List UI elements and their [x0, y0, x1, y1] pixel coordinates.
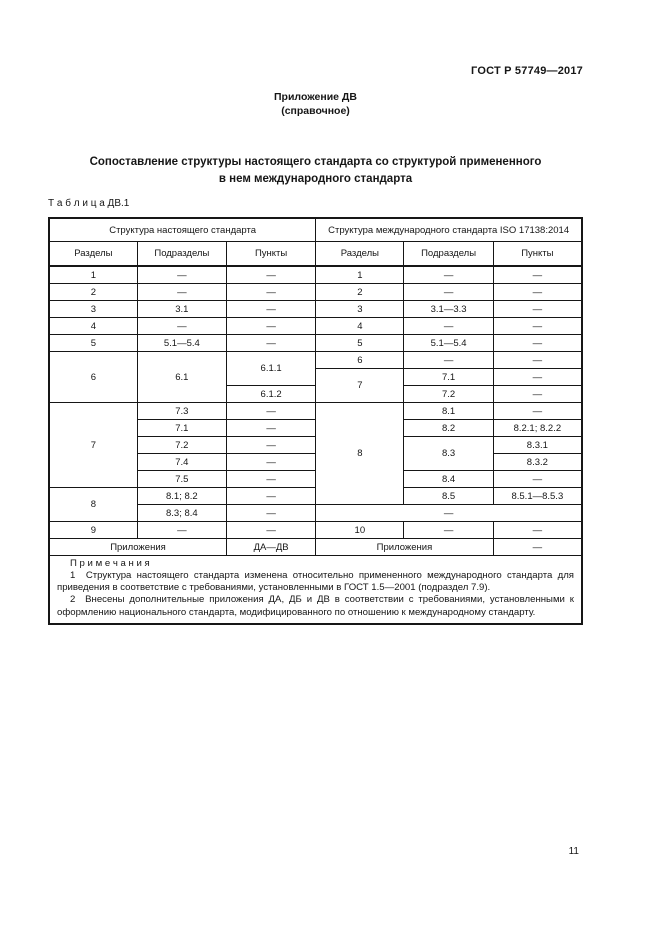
table-cell: 3.1—3.3 — [404, 301, 493, 318]
table-row — [49, 352, 582, 369]
table-cell: 4 — [316, 318, 404, 335]
standard-designation: ГОСТ Р 57749—2017 — [471, 65, 583, 77]
table-cell: 3.1 — [137, 301, 226, 318]
table-cell: — — [226, 454, 315, 471]
table-cell: 3 — [316, 301, 404, 318]
table-cell: — — [493, 318, 582, 335]
appendix-subtitle: (справочное) — [281, 105, 350, 117]
table-cell: — — [493, 266, 582, 284]
table-cell: 1 — [49, 266, 137, 284]
table-cell: 6.1 — [137, 352, 226, 403]
table-cell: 7.3 — [137, 403, 226, 420]
table-cell: — — [404, 284, 493, 301]
table-cell: 6 — [49, 352, 137, 403]
table-body — [49, 266, 582, 556]
table-cell: 5.1—5.4 — [137, 335, 226, 352]
table-cell: 2 — [316, 284, 404, 301]
table-cell: — — [404, 522, 493, 539]
table-cell: 8.2.1; 8.2.2 — [493, 420, 582, 437]
table-cell: 7.5 — [137, 471, 226, 488]
column-header: Разделы — [316, 242, 404, 267]
appendix-title: Приложение ДВ — [274, 91, 357, 103]
table-cell: — — [137, 284, 226, 301]
column-header: Подразделы — [137, 242, 226, 267]
table-cell: 8 — [49, 488, 137, 522]
table-cell: 7.2 — [137, 437, 226, 454]
table-cell: — — [493, 284, 582, 301]
table-cell: — — [316, 505, 582, 522]
column-header: Пункты — [493, 242, 582, 267]
table-cell: — — [493, 471, 582, 488]
table-row — [49, 522, 582, 539]
table-cell: 8.1; 8.2 — [137, 488, 226, 505]
table-cell: Приложения — [316, 539, 493, 556]
table-notes — [49, 556, 582, 624]
table-cell: 8.3.2 — [493, 454, 582, 471]
table-cell: — — [137, 522, 226, 539]
note-item-2: 2 Внесены дополнительные приложения ДА, ДБ и ДВ в соответствии с требованиями, установленными к оформлению национального стандарта, модифицированного по отношению к международному стандарту. — [57, 594, 574, 618]
table-cell: — — [493, 335, 582, 352]
group-header-row — [49, 218, 582, 242]
table-row — [49, 284, 582, 301]
table-cell: — — [226, 505, 315, 522]
table-cell: 5 — [49, 335, 137, 352]
table-cell: — — [493, 301, 582, 318]
table-cell: — — [493, 386, 582, 403]
table-cell: 5 — [316, 335, 404, 352]
table-cell: 10 — [316, 522, 404, 539]
table-cell: — — [226, 301, 315, 318]
page-title-line2: в нем международного стандарта — [218, 173, 413, 185]
table-cell: 4 — [49, 318, 137, 335]
table-cell: — — [226, 403, 315, 420]
table-cell: — — [226, 420, 315, 437]
table-row — [49, 539, 582, 556]
table-caption: Т а б л и ц а ДВ.1 — [48, 198, 130, 209]
table-cell: 7 — [49, 403, 137, 488]
group-header-international: Структура международного стандарта ISO 17138:2014 — [316, 218, 582, 242]
table-cell: — — [226, 522, 315, 539]
comparison-table — [48, 217, 583, 625]
page-title-line1: Сопоставление структуры настоящего стандарта со структурой примененного — [89, 156, 542, 168]
table-cell: — — [226, 284, 315, 301]
table-cell: — — [226, 437, 315, 454]
table-cell: — — [493, 522, 582, 539]
page-number: 11 — [568, 846, 579, 857]
table-cell: — — [404, 352, 493, 369]
table-footer — [49, 556, 582, 624]
table-cell: 7 — [316, 369, 404, 403]
column-header: Разделы — [49, 242, 137, 267]
column-header-row — [49, 242, 582, 267]
table-cell: 7.2 — [404, 386, 493, 403]
column-header: Подразделы — [404, 242, 493, 267]
table-cell: — — [226, 266, 315, 284]
group-header-national: Структура настоящего стандарта — [49, 218, 316, 242]
table-cell: 5.1—5.4 — [404, 335, 493, 352]
table-cell: 2 — [49, 284, 137, 301]
table-cell: 3 — [49, 301, 137, 318]
table-cell: — — [137, 318, 226, 335]
table-cell: 8.2 — [404, 420, 493, 437]
appendix-heading — [48, 90, 583, 118]
note-item-1: 1 Структура настоящего стандарта изменена относительно примененного международного стандарта для приведения в соответствие с требованиями, установленными в ГОСТ 1.5—2001 (подраздел 7.9). — [57, 570, 574, 594]
table-row — [49, 335, 582, 352]
table-cell: 8.3; 8.4 — [137, 505, 226, 522]
table-row — [49, 266, 582, 284]
table-cell: 6.1.1 — [226, 352, 315, 386]
table-cell: — — [404, 266, 493, 284]
table-cell: 6 — [316, 352, 404, 369]
table-cell: Приложения — [49, 539, 226, 556]
table-cell: — — [226, 488, 315, 505]
table-cell: — — [137, 266, 226, 284]
table-cell: ДА—ДВ — [226, 539, 315, 556]
table-cell: 8.5.1—8.5.3 — [493, 488, 582, 505]
table-header — [49, 218, 582, 266]
table-cell: — — [226, 318, 315, 335]
table-cell: 9 — [49, 522, 137, 539]
table-cell: — — [226, 471, 315, 488]
table-cell: 7.1 — [404, 369, 493, 386]
table-cell: — — [404, 318, 493, 335]
table-cell: 8.5 — [404, 488, 493, 505]
table-cell: 6.1.2 — [226, 386, 315, 403]
table-cell: 8 — [316, 403, 404, 505]
table-row — [49, 301, 582, 318]
column-header: Пункты — [226, 242, 315, 267]
table-cell: — — [493, 539, 582, 556]
notes-row — [49, 556, 582, 624]
page-title — [48, 154, 583, 188]
table-cell: — — [226, 335, 315, 352]
table-cell: 1 — [316, 266, 404, 284]
table-row — [49, 318, 582, 335]
table-cell: 8.3 — [404, 437, 493, 471]
table-cell: 8.4 — [404, 471, 493, 488]
table-cell: 7.1 — [137, 420, 226, 437]
table-cell: — — [493, 369, 582, 386]
notes-label: П р и м е ч а н и я — [70, 558, 150, 569]
table-cell: 8.1 — [404, 403, 493, 420]
table-cell: 8.3.1 — [493, 437, 582, 454]
table-row — [49, 403, 582, 420]
table-cell: 7.4 — [137, 454, 226, 471]
table-row — [49, 488, 582, 505]
table-cell: — — [493, 352, 582, 369]
table-cell: — — [493, 403, 582, 420]
